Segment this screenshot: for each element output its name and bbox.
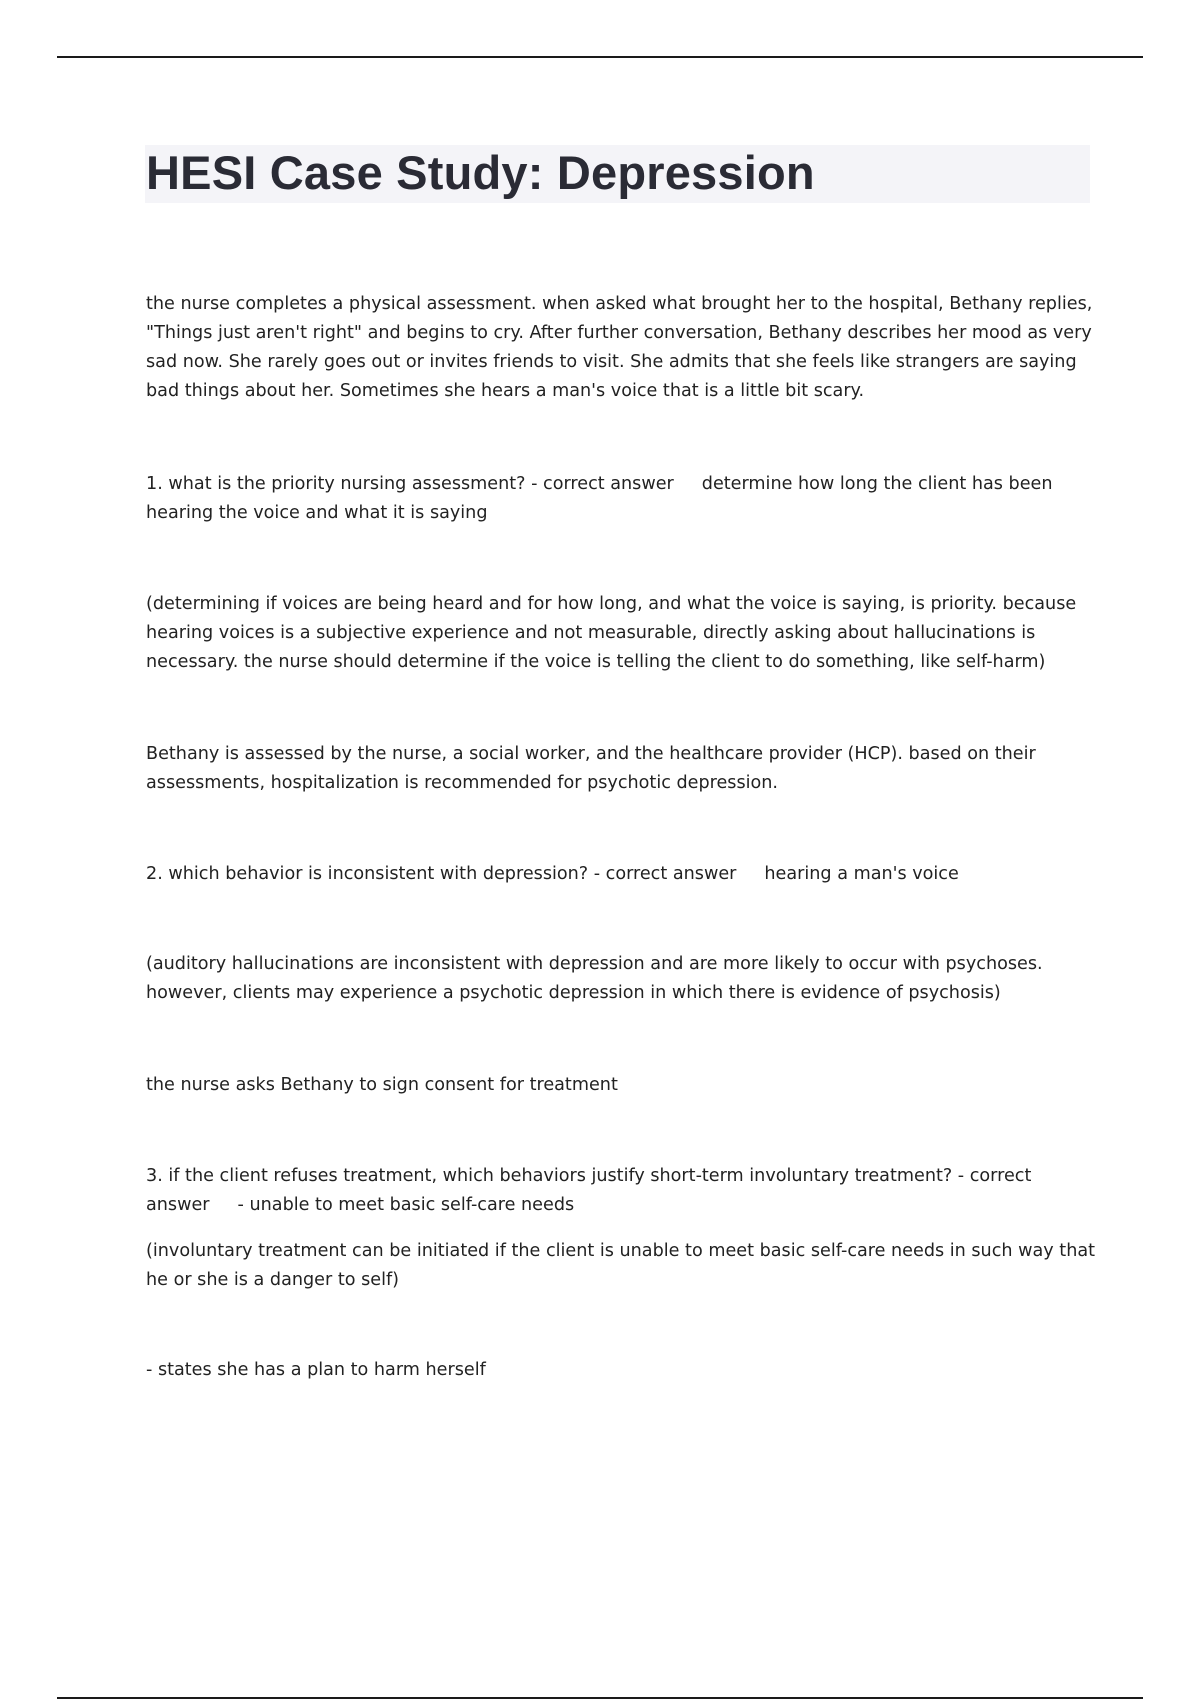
question-2-rationale: (auditory hallucinations are inconsistent with depression and are more likely to occur with psychoses. however, clients may experience a psychotic depression in which there is evidence of psychosis) (146, 954, 1049, 1003)
top-rule (57, 56, 1143, 58)
question-1 (146, 470, 1096, 528)
page-title: HESI Case Study: Depression (146, 146, 815, 199)
question-3-text: 3. if the client refuses treatment, which behaviors justify short-term involuntary treatment? - correct answer (146, 1166, 1037, 1215)
question-3-rationale: (involuntary treatment can be initiated if the client is unable to meet basic self-care needs in such way that he or she is a danger to self) (146, 1241, 1101, 1290)
question-2 (146, 860, 1096, 889)
scenario-3-paragraph: the nurse asks Bethany to sign consent for treatment (146, 1075, 618, 1095)
question-1-rationale: (determining if voices are being heard and for how long, and what the voice is saying, is priority. because hearing voices is a subjective experience and not measurable, directly asking about hallucinations is necessary. the nurse should determine if the voice is telling the client to do something, like self-harm) (146, 594, 1082, 672)
bottom-rule (57, 1697, 1143, 1699)
question-1-answer: determine how long the client has been hearing the voice and what it is saying (146, 474, 1059, 523)
question-1-text: 1. what is the priority nursing assessment? - correct answer (146, 474, 674, 494)
question-2-answer: hearing a man's voice (764, 864, 959, 884)
question-3 (146, 1162, 1096, 1220)
question-3-answer-2: - states she has a plan to harm herself (146, 1360, 486, 1380)
question-2-text: 2. which behavior is inconsistent with depression? - correct answer (146, 864, 737, 884)
scenario-2-paragraph: Bethany is assessed by the nurse, a social worker, and the healthcare provider (HCP). based on their assessments, hospitalization is recommended for psychotic depression. (146, 744, 1042, 793)
question-3-answer-1: - unable to meet basic self-care needs (237, 1195, 575, 1215)
intro-paragraph: the nurse completes a physical assessment. when asked what brought her to the hospital, Bethany replies, "Things just aren't right" and begins to cry. After further conversation, Bethany describes her mood as very sad now. She rarely goes out or invites friends to visit. She admits that she feels like strangers are saying bad things about her. Sometimes she hears a man's voice that is a little bit scary. (146, 294, 1098, 401)
